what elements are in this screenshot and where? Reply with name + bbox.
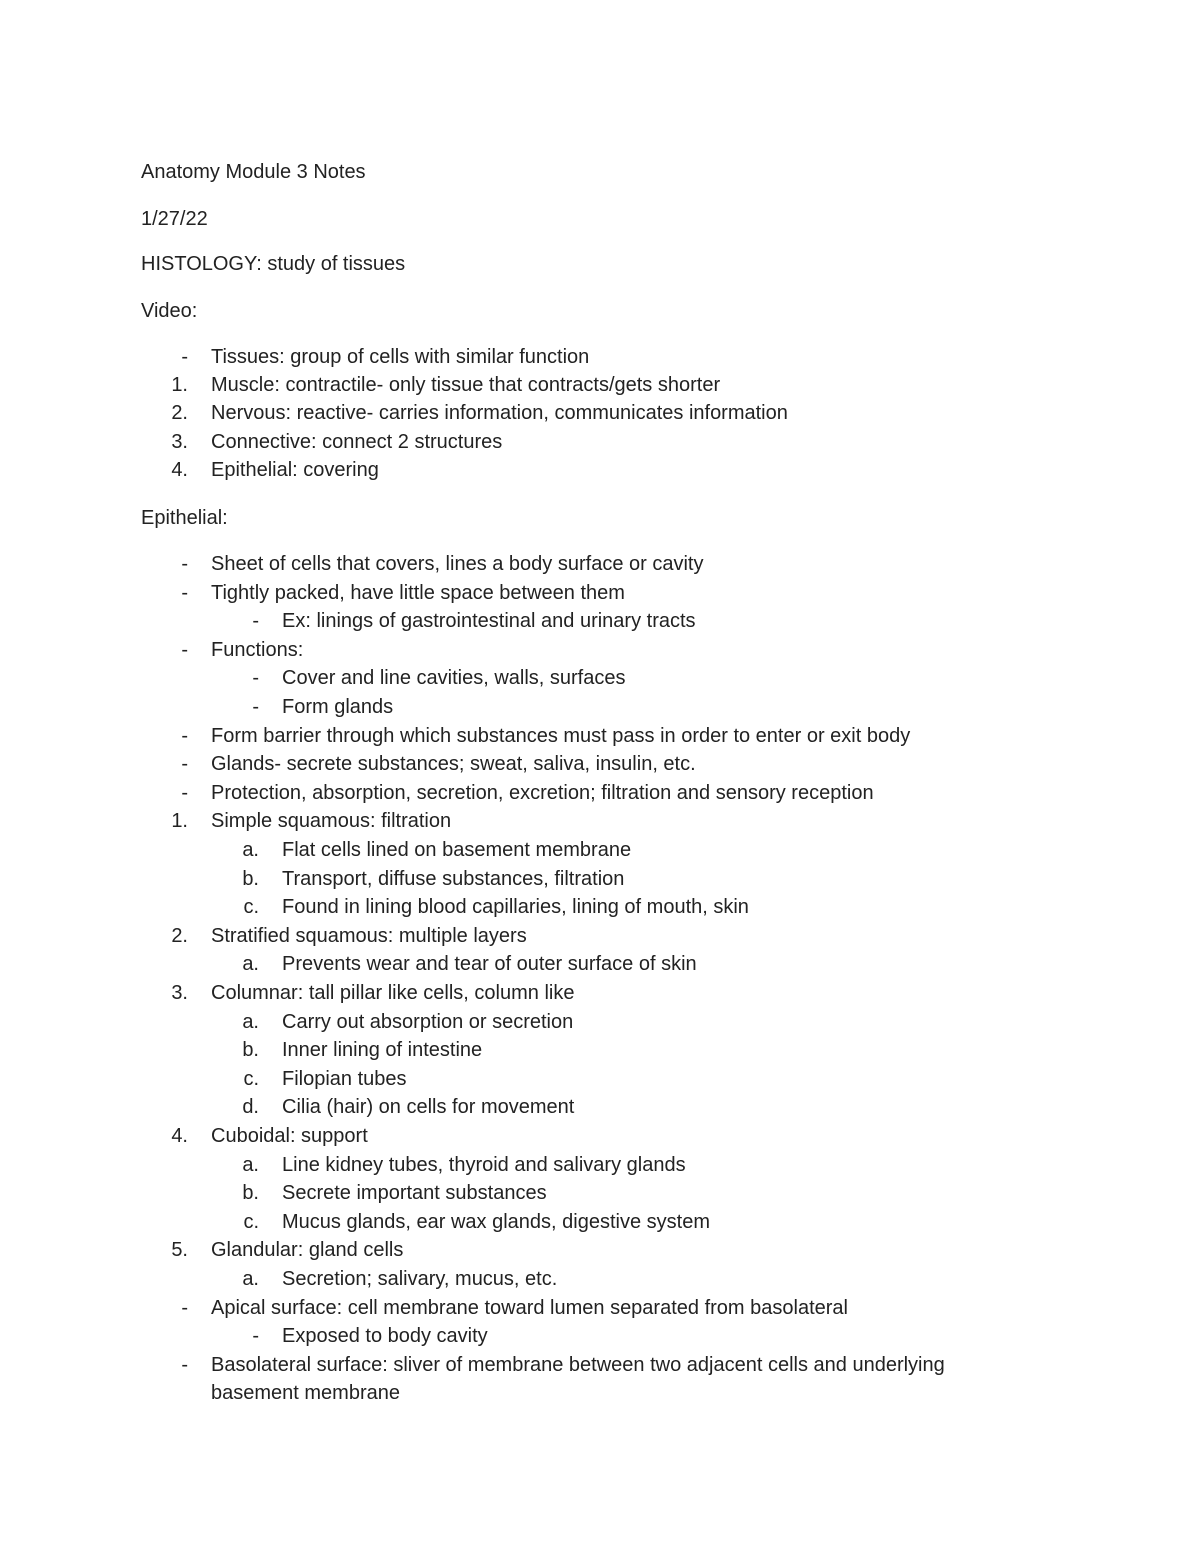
list-marker: c.: [243, 1067, 259, 1090]
list-marker: -: [181, 1353, 188, 1376]
list-item-text: Flat cells lined on basement membrane: [282, 839, 632, 861]
list-item-text: Nervous: reactive- carries information, communicates information: [211, 402, 788, 425]
list-item-text: Simple squamous: filtration: [211, 810, 452, 833]
list-marker: -: [252, 610, 259, 633]
list-marker: c.: [243, 896, 259, 919]
list-marker: a.: [242, 839, 259, 861]
list-item-text: Form barrier through which substances must pass in order to enter or exit body: [211, 724, 911, 747]
list-marker: -: [181, 638, 188, 661]
list-item-text: Exposed to body cavity: [282, 1325, 488, 1348]
histology-definition: HISTOLOGY: study of tissues: [141, 253, 406, 275]
list-marker: -: [181, 346, 188, 368]
list-item-text: Tightly packed, have little space between them: [211, 581, 625, 604]
epithelial-heading: Epithelial:: [141, 507, 228, 529]
list-marker: a.: [242, 1268, 259, 1290]
list-item-text: Glands- secrete substances; sweat, saliva, insulin, etc.: [211, 753, 696, 776]
list-item-text: Functions:: [211, 638, 304, 661]
list-item-text: Form glands: [282, 696, 394, 718]
list-marker: -: [252, 696, 259, 718]
list-item-text: Transport, diffuse substances, filtration: [282, 867, 625, 890]
list-marker: b.: [242, 1182, 259, 1205]
document-title: Anatomy Module 3 Notes: [141, 161, 366, 183]
list-item-text: basement membrane: [211, 1382, 400, 1405]
list-item-text: Secrete important substances: [282, 1182, 547, 1205]
list-marker: a.: [242, 1010, 259, 1033]
list-marker: 2.: [171, 402, 188, 425]
list-marker: 1.: [171, 810, 188, 833]
list-item-text: Mucus glands, ear wax glands, digestive system: [282, 1210, 710, 1233]
list-marker: d.: [242, 1096, 259, 1119]
list-item-text: Ex: linings of gastrointestinal and urinary tracts: [282, 610, 696, 633]
list-marker: 3.: [171, 982, 188, 1004]
list-marker: -: [181, 1296, 188, 1319]
list-marker: 4.: [171, 458, 188, 481]
list-item-text: Apical surface: cell membrane toward lumen separated from basolateral: [211, 1296, 848, 1319]
list-item-text: Connective: connect 2 structures: [211, 430, 503, 453]
list-item-text: Epithelial: covering: [211, 458, 379, 481]
list-marker: 2.: [171, 924, 188, 947]
document-date: 1/27/22: [141, 208, 208, 230]
list-item-text: Prevents wear and tear of outer surface of skin: [282, 953, 697, 976]
list-marker: -: [181, 581, 188, 604]
list-item-text: Stratified squamous: multiple layers: [211, 924, 527, 947]
list-item-text: Sheet of cells that covers, lines a body surface or cavity: [211, 553, 704, 575]
list-marker: -: [181, 553, 188, 575]
list-item-text: Columnar: tall pillar like cells, column like: [211, 982, 575, 1004]
list-item-text: Line kidney tubes, thyroid and salivary glands: [282, 1153, 686, 1176]
list-item-text: Protection, absorption, secretion, excretion; filtration and sensory reception: [211, 781, 874, 804]
list-marker: 4.: [171, 1125, 188, 1147]
list-item-text: Cuboidal: support: [211, 1125, 368, 1147]
list-marker: -: [181, 781, 188, 804]
list-item-text: Glandular: gland cells: [211, 1239, 404, 1262]
list-item-text: Carry out absorption or secretion: [282, 1010, 574, 1033]
list-marker: -: [252, 667, 259, 690]
list-item-text: Muscle: contractile- only tissue that contracts/gets shorter: [211, 374, 721, 397]
list-item-text: Tissues: group of cells with similar function: [211, 346, 590, 368]
list-item-text: Filopian tubes: [282, 1067, 407, 1090]
list-marker: c.: [243, 1210, 259, 1233]
list-item-text: Inner lining of intestine: [282, 1039, 483, 1062]
list-marker: a.: [242, 953, 259, 976]
list-marker: 5.: [171, 1239, 188, 1262]
list-item-text: Cover and line cavities, walls, surfaces: [282, 667, 626, 690]
video-heading: Video:: [141, 300, 198, 322]
list-item-text: Cilia (hair) on cells for movement: [282, 1096, 575, 1119]
list-marker: 1.: [171, 374, 188, 397]
list-item-text: Basolateral surface: sliver of membrane between two adjacent cells and underlying: [211, 1353, 945, 1376]
list-marker: 3.: [171, 430, 188, 453]
list-marker: a.: [242, 1153, 259, 1176]
list-marker: b.: [242, 1039, 259, 1062]
list-item-text: Secretion; salivary, mucus, etc.: [282, 1268, 558, 1290]
list-marker: -: [252, 1325, 259, 1348]
list-marker: b.: [242, 867, 259, 890]
list-marker: -: [181, 753, 188, 776]
list-item-text: Found in lining blood capillaries, lining of mouth, skin: [282, 896, 749, 919]
list-marker: -: [181, 724, 188, 747]
